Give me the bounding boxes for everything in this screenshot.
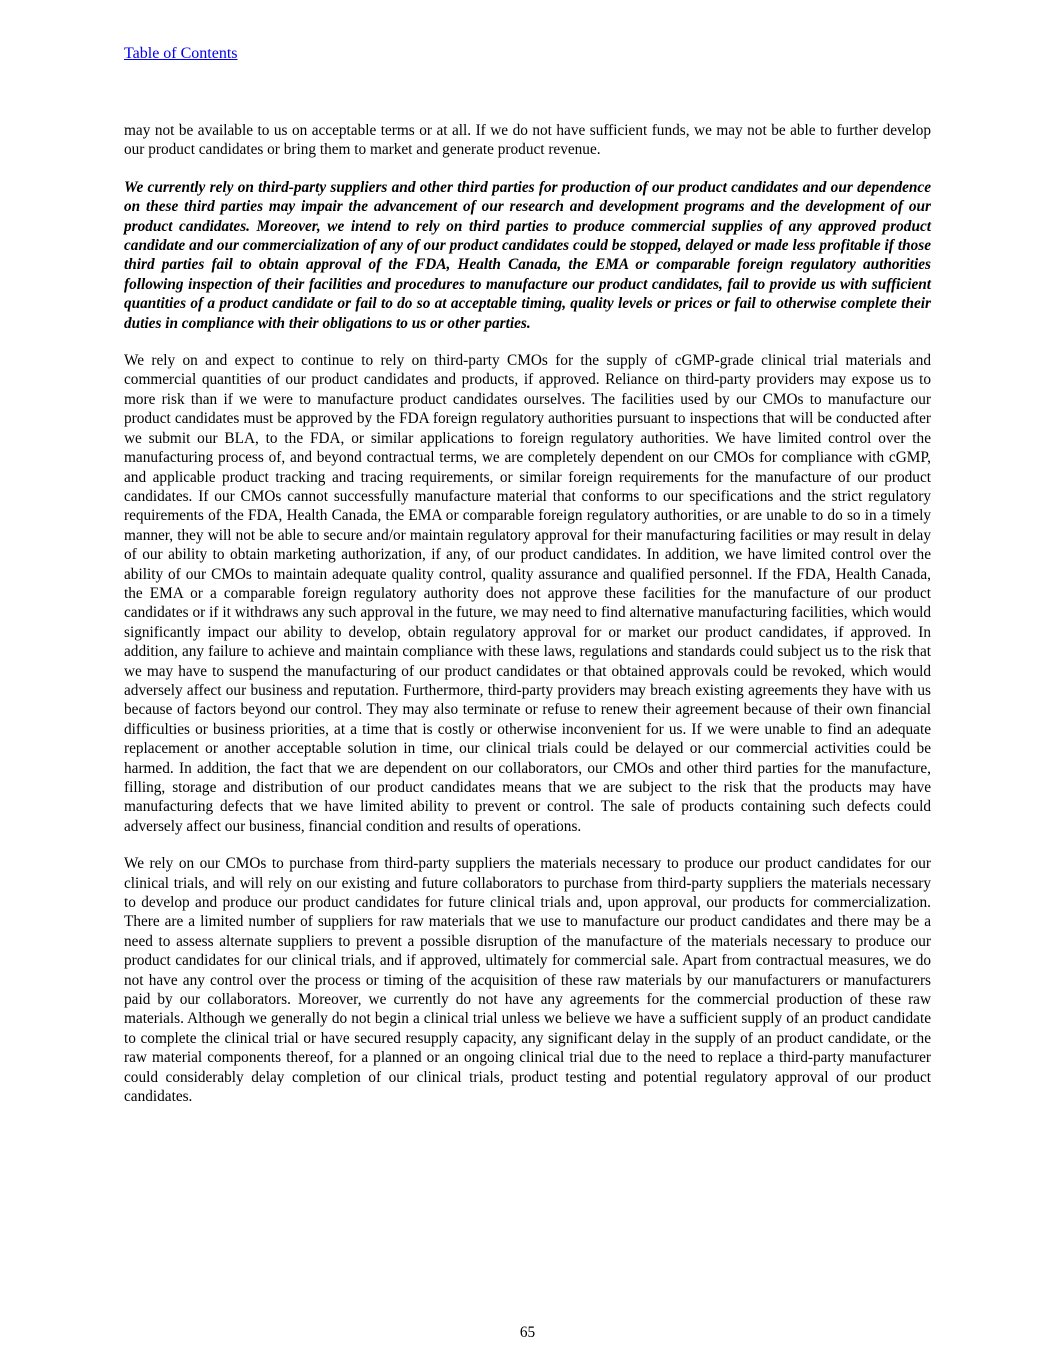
page-number: 65	[519, 1324, 536, 1341]
risk-factor-heading: We currently rely on third-party suppliers and other third parties for production of our product candidates and our dependence on these third parties may impair the advancement of our research and development programs and the development of our product candidates. Moreover, we intend to rely on third parties to produce commercial supplies of any approved product candidate and our commercialization of any of our product candidates could be stopped, delayed or made less profitable if those third parties fail to obtain approval of the FDA, Health Canada, the EMA or comparable foreign regulatory authorities following inspection of their facilities and procedures to manufacture our product candidates, fail to provide us with sufficient quantities of a product candidate or fail to do so at acceptable timing, quality levels or prices or fail to otherwise complete their duties in compliance with their obligations to us or other parties.	[124, 178, 931, 332]
body-paragraph: We rely on our CMOs to purchase from third-party suppliers the materials necessary to produce our product candidates for our clinical trials, and will rely on our existing and future collaborators to purchase from third-party suppliers the materials necessary to develop and produce our product candidates for future clinical trials and, upon approval, our products for commercialization. There are a limited number of suppliers for raw materials that we use to manufacture our product candidates and there may be a need to assess alternate suppliers to prevent a possible disruption of the manufacture of the materials necessary to produce our product candidates for our clinical trials, and if approved, ultimately for commercial sale. Apart from contractual measures, we do not have any control over the process or timing of the acquisition of these raw materials by our manufacturers or manufacturers paid by our collaborators. Moreover, we currently do not have any agreements for the commercial production of these raw materials. Although we generally do not begin a clinical trial unless we believe we have a sufficient supply of an product candidate to complete the clinical trial or have secured resupply capacity, any significant delay in the supply of an product candidate, or the raw material components thereof, for a planned or an ongoing clinical trial due to the need to replace a third-party manufacturer could considerably delay completion of our clinical trials, product testing and potential regulatory approval of our product candidates.	[124, 855, 931, 1106]
body-paragraph: may not be available to us on acceptable terms or at all. If we do not have sufficient funds, we may not be able to further develop our product candidates or bring them to market and generate product revenue.	[124, 122, 931, 159]
document-body	[124, 121, 931, 1125]
table-of-contents-link[interactable]: Table of Contents	[124, 45, 238, 62]
body-paragraph: We rely on and expect to continue to rely on third-party CMOs for the supply of cGMP-grade clinical trial materials and commercial quantities of our product candidates and products, if approved. Reliance on third-party providers may expose us to more risk than if we were to manufacture product candidates ourselves. The facilities used by our CMOs to manufacture our product candidates must be approved by the FDA foreign regulatory authorities pursuant to inspections that will be conducted after we submit our BLA, to the FDA, or similar applications to foreign regulatory authorities. We have limited control over the manufacturing process of, and beyond contractual terms, we are completely dependent on our CMOs for compliance with cGMP, and applicable product tracking and tracing requirements, or similar foreign requirements for the manufacture of our product candidates. If our CMOs cannot successfully manufacture material that conforms to our specifications and the strict regulatory requirements of the FDA, Health Canada, the EMA or comparable foreign regulatory authorities, or are unable to do so in a timely manner, they will not be able to secure and/or maintain regulatory approval for their manufacturing facilities or may result in delay of our ability to obtain marketing authorization, if any, of our product candidates. In addition, we have limited control over the ability of our CMOs to maintain adequate quality control, quality assurance and qualified personnel. If the FDA, Health Canada, the EMA or a comparable foreign regulatory authority does not approve these facilities for the manufacture of our product candidates or if it withdraws any such approval in the future, we may need to find alternative manufacturing facilities, which would significantly impact our ability to develop, obtain regulatory approval for or market our product candidates, if approved. In addition, any failure to achieve and maintain compliance with these laws, regulations and standards could subject us to the risk that we may have to suspend the manufacturing of our product candidates or that obtained approvals could be revoked, which would adversely affect our business and reputation. Furthermore, third-party providers may breach existing agreements they have with us because of factors beyond our control. They may also terminate or refuse to renew their agreement because of their own financial difficulties or business priorities, at a time that is costly or otherwise inconvenient for us. If we were unable to find an adequate replacement or another acceptable solution in time, our clinical trials could be delayed or our commercial activities could be harmed. In addition, the fact that we are dependent on our collaborators, our CMOs and other third parties for the manufacture, filling, storage and distribution of our product candidates means that we are subject to the risk that the products may have manufacturing defects that we have limited ability to prevent or control. The sale of products containing such defects could adversely affect our business, financial condition and results of operations.	[124, 352, 931, 835]
